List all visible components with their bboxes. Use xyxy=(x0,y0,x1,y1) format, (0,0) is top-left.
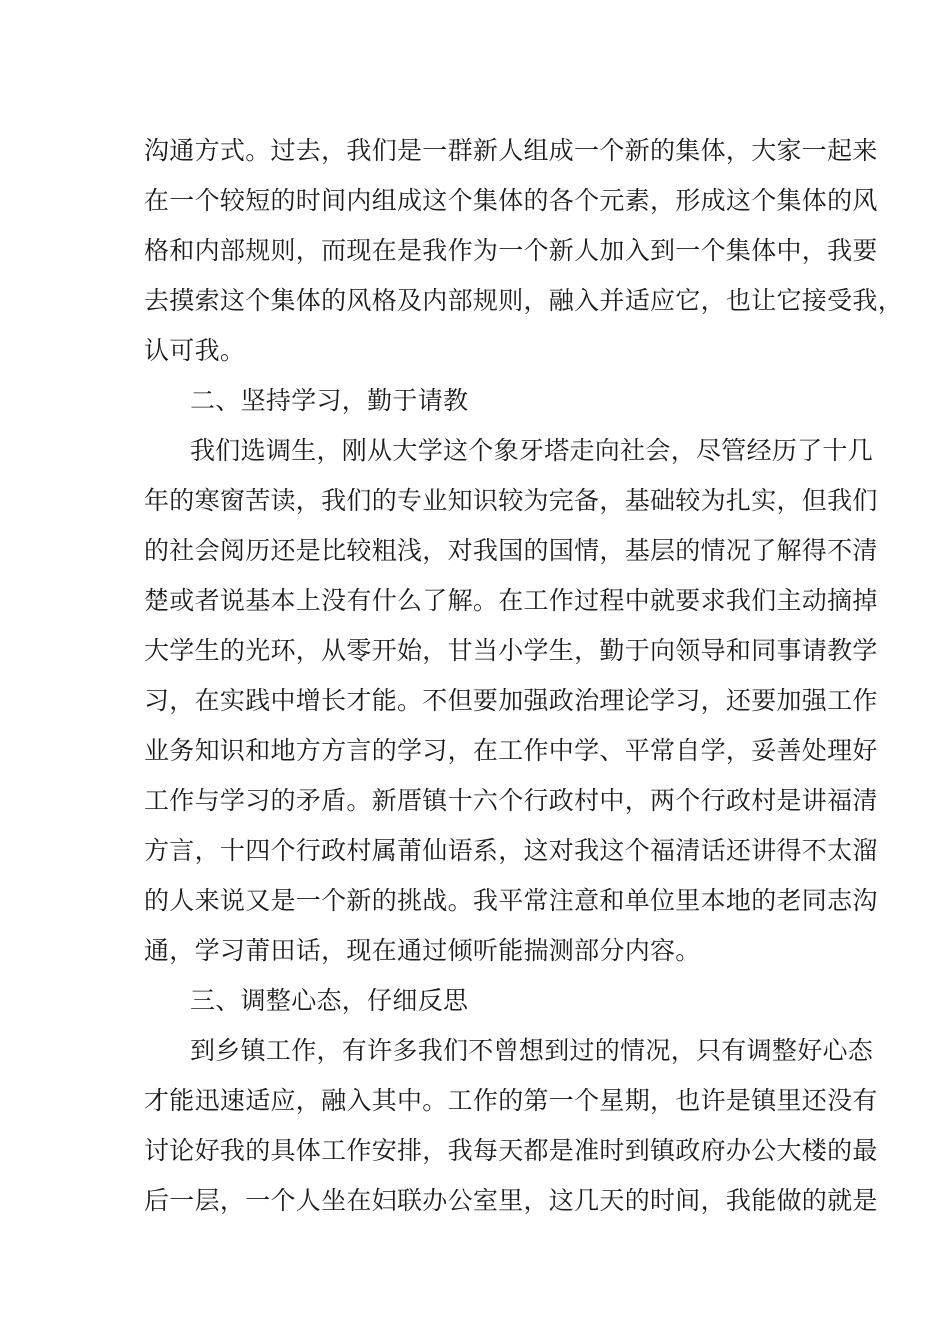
paragraph-first-line: 我们选调生，刚从大学这个象牙塔走向社会，尽管经历了十几 xyxy=(190,436,874,465)
body-text-line: 认可我。 xyxy=(144,336,246,365)
body-text-line: 习，在实践中增长才能。不但要加强政治理论学习，还要加强工作 xyxy=(144,686,878,715)
body-text-line: 的人来说又是一个新的挑战。我平常注意和单位里本地的老同志沟 xyxy=(144,886,878,915)
body-text-line: 业务知识和地方方言的学习，在工作中学、平常自学，妥善处理好 xyxy=(144,736,878,765)
body-text-line: 后一层，一个人坐在妇联办公室里，这几天的时间，我能做的就是 xyxy=(144,1186,878,1215)
body-text-line: 才能迅速适应，融入其中。工作的第一个星期，也许是镇里还没有 xyxy=(144,1086,878,1115)
body-text-line: 年的寒窗苦读，我们的专业知识较为完备，基础较为扎实，但我们 xyxy=(144,486,878,515)
body-text-line: 去摸索这个集体的风格及内部规则，融入并适应它，也让它接受我， xyxy=(144,286,904,315)
section-heading: 二、坚持学习，勤于请教 xyxy=(190,386,469,415)
body-text-line: 讨论好我的具体工作安排，我每天都是准时到镇政府办公大楼的最 xyxy=(144,1136,878,1165)
body-text-line: 的社会阅历还是比较粗浅，对我国的国情，基层的情况了解得不清 xyxy=(144,536,878,565)
body-text-line: 楚或者说基本上没有什么了解。在工作过程中就要求我们主动摘掉 xyxy=(144,586,878,615)
body-text-line: 大学生的光环，从零开始，甘当小学生，勤于向领导和同事请教学 xyxy=(144,636,878,665)
body-text-line: 沟通方式。过去，我们是一群新人组成一个新的集体，大家一起来 xyxy=(144,136,878,165)
body-text-line: 方言，十四个行政村属莆仙语系，这对我这个福清话还讲得不太溜 xyxy=(144,836,878,865)
paragraph-first-line: 到乡镇工作，有许多我们不曾想到过的情况，只有调整好心态 xyxy=(190,1036,874,1065)
body-text-line: 在一个较短的时间内组成这个集体的各个元素，形成这个集体的风 xyxy=(144,186,878,215)
body-text-line: 格和内部规则，而现在是我作为一个新人加入到一个集体中，我要 xyxy=(144,236,878,265)
section-heading: 三、调整心态，仔细反思 xyxy=(190,986,469,1015)
body-text-line: 通，学习莆田话，现在通过倾听能揣测部分内容。 xyxy=(144,936,701,965)
body-text-line: 工作与学习的矛盾。新厝镇十六个行政村中，两个行政村是讲福清 xyxy=(144,786,878,815)
